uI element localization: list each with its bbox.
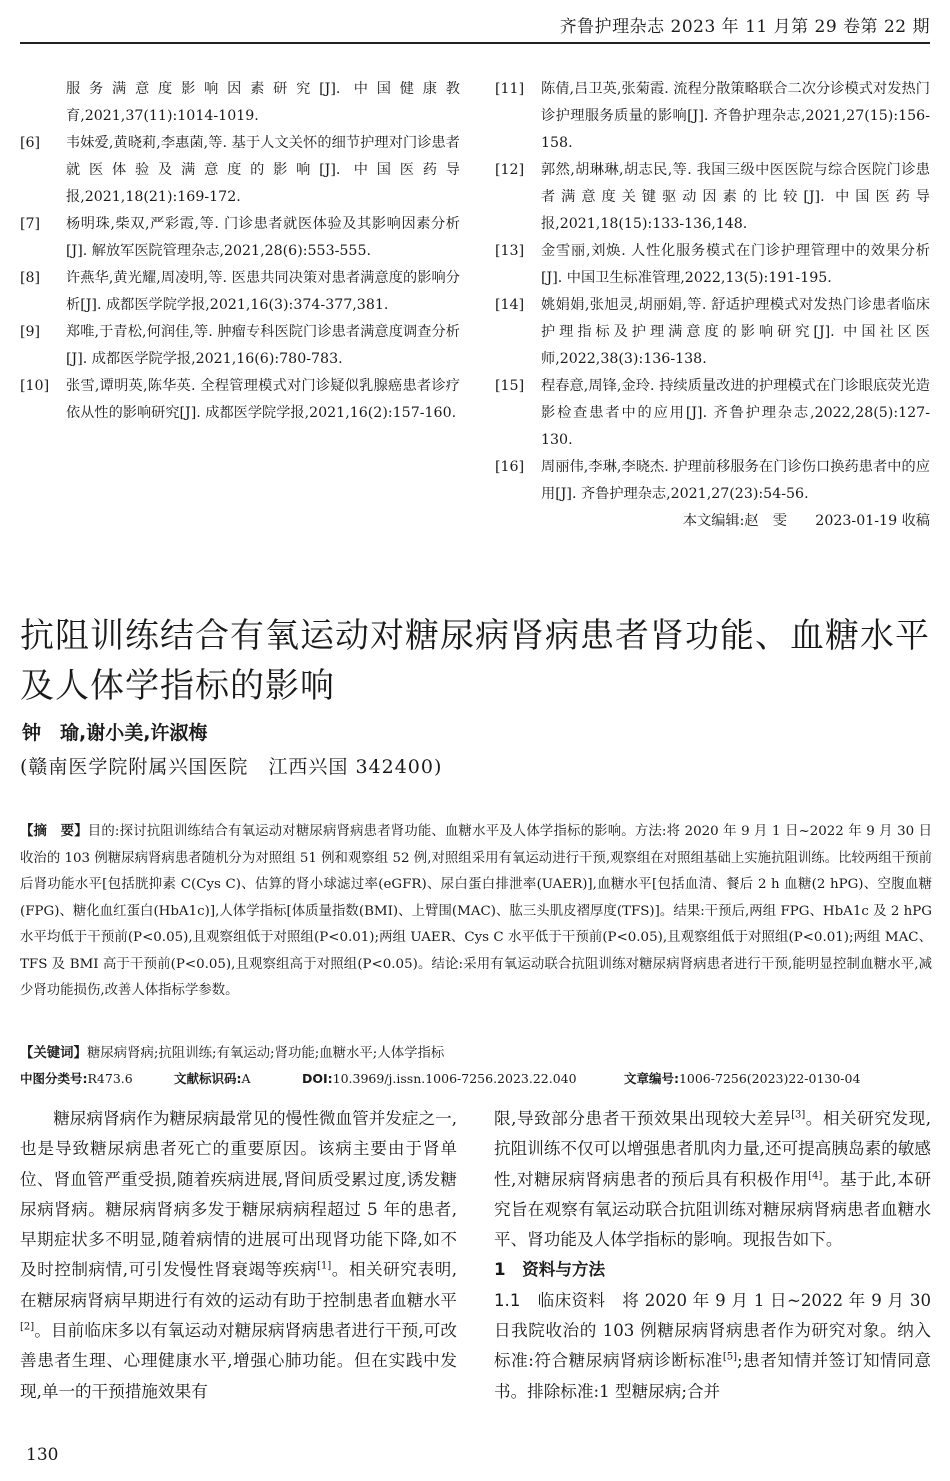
subsection-heading: 1.1 临床资料 (494, 1290, 606, 1310)
page-number: 130 (26, 1445, 59, 1465)
classification-line: 中图分类号:R473.6 文献标识码:A DOI:10.3969/j.issn.1006-7256.2023.22.040 文章编号:1006-7256(2023)22-0130-04 (20, 1071, 861, 1086)
reference-item: [13] 金雪丽,刘焕. 人性化服务模式在门诊护理管理中的效果分析[J]. 中国卫生标准管理,2022,13(5):191-195. (495, 243, 930, 286)
journal-header: 齐鲁护理杂志 2023 年 11 月第 29 卷第 22 期 (559, 17, 930, 37)
section-heading: 1 资料与方法 (494, 1260, 606, 1280)
keywords (20, 1041, 932, 1067)
paragraph: 1.1 临床资料 将 2020 年 9 月 1 日~2022 年 9 月 30 日我院收治的 103 例糖尿病肾病患者作为研究对象。纳入标准:符合糖尿病肾病诊断标准[5];患者知情并签订知情同意书。排除标准:1 型糖尿病;合并 (494, 1290, 932, 1401)
keywords-text: 糖尿病肾病;抗阻训练;有氧运动;肾功能;血糖水平;人体学指标 (86, 1046, 445, 1061)
article-title: 抗阻训练结合有氧运动对糖尿病肾病患者肾功能、血糖水平及人体学指标的影响 (20, 615, 930, 706)
reference-item: [10] 张雪,谭明英,陈华英. 全程管理模式对门诊疑似乳腺癌患者诊疗依从性的影响研究[J]. 成都医学院学报,2021,16(2):157-160. (20, 378, 460, 421)
abstract-label: 【摘 要】 (20, 824, 88, 839)
reference-item: [6] 韦妹爱,黄晓莉,李惠菌,等. 基于人文关怀的细节护理对门诊患者就医体验及满意度的影响[J]. 中国医药导报,2021,18(21):169-172. (20, 135, 460, 205)
body-right-column (494, 1104, 931, 1407)
reference-item: [16] 周丽伟,李琳,李晓杰. 护理前移服务在门诊伤口换药患者中的应用[J]. 齐鲁护理杂志,2021,27(23):54-56. (495, 459, 930, 502)
citation: [5] (722, 1351, 737, 1363)
references-left-column (20, 76, 460, 427)
citation: [2] (20, 1321, 35, 1333)
abstract-text: 目的:探讨抗阻训练结合有氧运动对糖尿病肾病患者肾功能、血糖水平及人体学指标的影响。方法:将 2020 年 9 月 1 日~2022 年 9 月 30 日收治的 103 例糖尿病肾病患者随机分为对照组 51 例和观察组 52 例,对照组采用有氧运动进行干预,观察组在对照组基础上实施抗阻训练。比较两组干预前后肾功能水平[包括胱抑素 C(Cys C)、估算的肾小球滤过率(eGFR)、尿白蛋白排泄率(UAER)],血糖水平[包括血清、餐后 2 h 血糖(2 hPG)、空腹血糖(FPG)、糖化血红蛋白(HbA1c)],人体学指标[体质量指数(BMI)、上臂围(MAC)、肱三头肌皮褶厚度(TFS)]。结果:干预后,两组 FPG、HbA1c 及 2 hPG 水平均低于干预前(P<0.05),且观察组低于对照组(P<0.01);两组 UAER、Cys C 水平低于干预前(P<0.05),且观察组低于对照组(P<0.01);两组 MAC、TFS 及 BMI 高于干预前(P<0.05),且观察组高于对照组(P<0.05)。结论:采用有氧运动联合抗阻训练对糖尿病肾病患者进行干预,能明显控制血糖水平,减少肾功能损伤,改善人体指标学参数。 (20, 824, 932, 998)
affiliation: (赣南医学院附属兴国医院 江西兴国 342400) (20, 756, 443, 778)
paragraph: 限,导致部分患者干预效果出现较大差异[3]。相关研究发现,抗阻训练不仅可以增强患者肌肉力量,还可提高胰岛素的敏感性,对糖尿病肾病患者的预后具有积极作用[4]。基于此,本研究旨在观察有氧运动联合抗阻训练对糖尿病肾病患者血糖水平、肾功能及人体学指标的影响。现报告如下。 (494, 1109, 932, 1250)
reference-item: [14] 姚娟娟,张旭灵,胡丽娟,等. 舒适护理模式对发热门诊患者临床护理指标及护理满意度的影响研究[J]. 中国社区医师,2022,38(3):136-138. (495, 297, 930, 367)
citation: [1] (317, 1260, 332, 1272)
abstract (20, 819, 932, 1005)
reference-item: [7] 杨明珠,柴双,严彩霞,等. 门诊患者就医体验及其影响因素分析[J]. 解放军医院管理杂志,2021,28(6):553-555. (20, 216, 460, 259)
header-divider (20, 42, 930, 44)
editor-line: 本文编辑:赵 雯 2023-01-19 收稿 (682, 513, 930, 529)
reference-item: [15] 程春意,周锋,金玲. 持续质量改进的护理模式在门诊眼底荧光造影检查患者中的应用[J]. 齐鲁护理杂志,2022,28(5):127-130. (495, 378, 930, 448)
references-right-column (495, 76, 930, 535)
reference-item: [12] 郭然,胡琳琳,胡志民,等. 我国三级中医医院与综合医院门诊患者满意度关键驱动因素的比较[J]. 中国医药导报,2021,18(15):133-136,148. (495, 162, 930, 232)
keywords-label: 【关键词】 (20, 1046, 87, 1061)
reference-item: [9] 郑唯,于青松,何润佳,等. 肿瘤专科医院门诊患者满意度调查分析[J]. 成都医学院学报,2021,16(6):780-783. (20, 324, 460, 367)
authors: 钟 瑜,谢小美,许淑梅 (22, 722, 208, 744)
reference-item: [8] 许燕华,黄光耀,周凌明,等. 医患共同决策对患者满意度的影响分析[J]. 成都医学院学报,2021,16(3):374-377,381. (20, 270, 460, 313)
paragraph: 糖尿病肾病作为糖尿病最常见的慢性微血管并发症之一,也是导致糖尿病患者死亡的重要原因。该病主要由于肾单位、肾血管严重受损,随着疾病进展,肾间质受累过度,诱发糖尿病肾病。糖尿病肾病多发于糖尿病病程超过 5 年的患者,早期症状多不明显,随着病情的进展可出现肾功能下降,如不及时控制病情,可引发慢性肾衰竭等疾病[1]。相关研究表明,在糖尿病肾病早期进行有效的运动有助于控制患者血糖水平[2]。目前临床多以有氧运动对糖尿病肾病患者进行干预,可改善患者生理、心理健康水平,增强心肺功能。但在实践中发现,单一的干预措施效果有 (20, 1109, 457, 1401)
citation: [4] (808, 1170, 823, 1182)
citation: [3] (791, 1109, 806, 1121)
body-left-column (20, 1104, 457, 1407)
reference-item: 服务满意度影响因素研究[J]. 中国健康教育,2021,37(11):1014-1019. (66, 81, 460, 124)
reference-item: [11] 陈倩,吕卫英,张菊霞. 流程分散策略联合二次分诊模式对发热门诊护理服务质量的影响[J]. 齐鲁护理杂志,2021,27(15):156-158. (495, 81, 930, 151)
